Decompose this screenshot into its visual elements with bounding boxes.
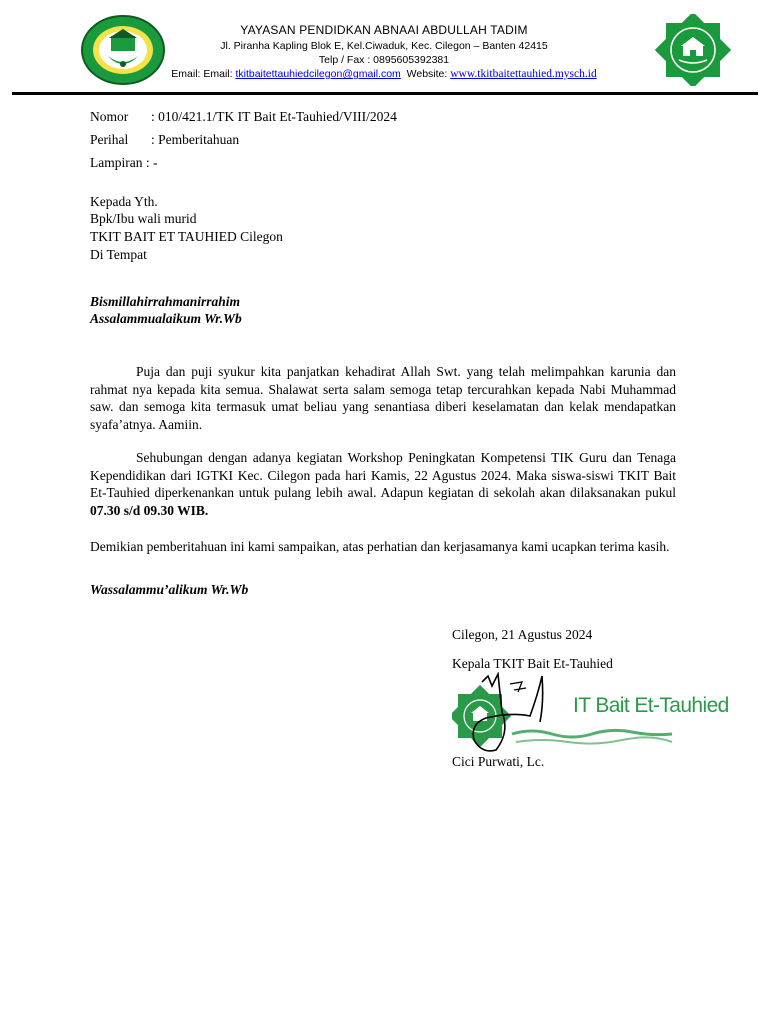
recipient-line-4: Di Tempat	[90, 247, 147, 262]
organization-address: Jl. Piranha Kapling Blok E, Kel.Ciwaduk, Kec. Cilegon – Banten 42415	[220, 40, 548, 52]
body-paragraph-1: Puja dan puji syukur kita panjatkan kehadirat Allah Swt. yang telah melimpahkan karunia dan rahmat nya kepada kita semua. Shalawat serta salam semoga tetap tercurahkan kepada Nabi Muhammad saw. dan semoga kita termasuk umat beliau yang senantiasa diberi keselamatan dan kelak mendapatkan syafa’atnya. Aamiin.	[90, 364, 676, 432]
email-link[interactable]: tkitbaitettauhiedcilegon@gmail.com	[235, 68, 401, 80]
contact-line	[150, 68, 618, 80]
school-stamp	[452, 672, 729, 756]
basmalah: Bismillahirrahmanirrahim	[90, 294, 241, 309]
nomor-label: Nomor	[90, 109, 129, 124]
place-date: Cilegon, 21 Agustus 2024	[452, 627, 593, 642]
signer-position: Kepala TKIT Bait Et-Tauhied	[452, 656, 613, 671]
stamp-text: IT Bait Et-Tauhied	[573, 694, 729, 717]
body-paragraph-2	[90, 449, 676, 519]
body-paragraph-3: Demikian pemberitahuan ini kami sampaikan, atas perhatian dan kerjasamanya kami ucapkan terima kasih.	[90, 539, 670, 554]
body-paragraph-2-time: 07.30 s/d 09.30 WIB.	[90, 502, 209, 518]
recipient-line-3: TKIT BAIT ET TAUHIED Cilegon	[90, 229, 283, 244]
email-prefix: Email: Email:	[171, 68, 236, 80]
body-paragraph-2-text: Sehubungan dengan adanya kegiatan Workshop Peningkatan Kompetensi TIK Guru dan Tenaga Kependidikan dari IGTKI Kec. Cilegon pada hari Kamis, 22 Agustus 2024. Maka siswa-siswi TKIT Bait Et-Tauhied diperkenankan untuk pulang lebih awal. Adapun kegiatan di sekolah akan dilaksanakan pukul	[90, 450, 676, 500]
perihal-label: Perihal	[90, 132, 129, 147]
recipient-line-1: Kepada Yth.	[90, 194, 158, 209]
organization-phone: Telp / Fax : 0895605392381	[318, 54, 450, 66]
right-school-emblem	[650, 14, 736, 86]
nomor-value: : 010/421.1/TK IT Bait Et-Tauhied/VIII/2024	[151, 109, 397, 124]
website-link[interactable]: www.tkitbaitettauhied.mysch.id	[450, 68, 597, 80]
recipient-line-2: Bpk/Ibu wali murid	[90, 211, 197, 226]
closing: Wassalammu’alikum Wr.Wb	[90, 582, 249, 597]
header-divider	[12, 92, 758, 95]
website-prefix: Website:	[406, 68, 451, 80]
lampiran: Lampiran : -	[90, 155, 158, 170]
signer-name: Cici Purwati, Lc.	[452, 754, 545, 769]
organization-name: YAYASAN PENDIDKAN ABNAAI ABDULLAH TADIM	[240, 23, 528, 37]
perihal-value: : Pemberitahuan	[151, 132, 240, 147]
salam: Assalammualaikum Wr.Wb	[90, 311, 242, 326]
